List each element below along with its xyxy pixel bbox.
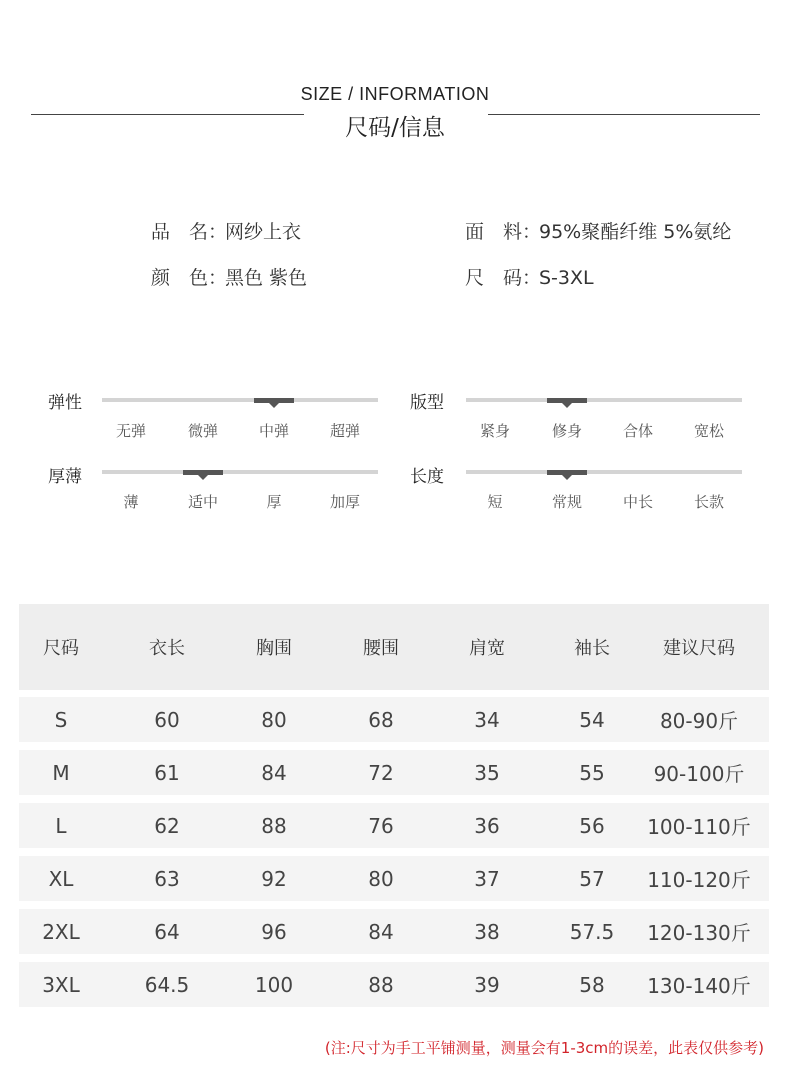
scale-option: 加厚	[329, 493, 360, 511]
scale-option: 合体	[622, 422, 653, 440]
table-cell: 80	[261, 707, 287, 732]
scale-option: 紧身	[479, 422, 510, 440]
scale-option: 微弹	[187, 422, 218, 440]
table-cell: 96	[261, 919, 287, 944]
table-cell: 2XL	[42, 919, 80, 944]
fabric-value: 95%聚酯纤维 5%氨纶	[539, 221, 732, 243]
table-cell: 80-90斤	[659, 709, 739, 733]
table-cell: M	[52, 760, 70, 785]
table-header-cell: 尺码	[43, 638, 79, 659]
product-name-value: 网纱上衣	[225, 221, 302, 243]
table-cell: 90-100斤	[653, 762, 745, 786]
scale-option: 常规	[551, 493, 582, 511]
table-row	[19, 909, 769, 954]
table-row	[19, 962, 769, 1007]
scale-option: 短	[487, 493, 503, 511]
table-cell: 100	[254, 972, 294, 997]
measurement-note: (注:尺寸为手工平铺测量，测量会有1-3cm的误差，此表仅供参考)	[324, 1039, 764, 1057]
table-cell: XL	[48, 866, 74, 891]
table-cell: 100-110斤	[647, 815, 751, 839]
table-cell: 88	[261, 813, 287, 838]
scale-option: 无弹	[115, 422, 146, 440]
table-cell: 62	[154, 813, 180, 838]
scale-option: 薄	[123, 493, 139, 511]
scale-track-fit	[466, 398, 742, 402]
product-name-key: 品 名：	[151, 221, 228, 243]
table-header-cell: 袖长	[574, 638, 610, 659]
table-cell: 39	[474, 972, 500, 997]
table-cell: 58	[579, 972, 605, 997]
table-row	[19, 750, 769, 795]
scale-label-thickness: 厚薄	[48, 467, 82, 487]
color-info	[151, 263, 307, 290]
table-cell: 76	[368, 813, 394, 838]
table-cell: 63	[154, 866, 180, 891]
scale-label-length: 长度	[410, 467, 444, 487]
scale-option: 修身	[551, 422, 582, 440]
table-cell: 36	[474, 813, 500, 838]
fabric-info	[465, 217, 731, 244]
table-cell: 54	[579, 707, 605, 732]
table-cell: 35	[474, 760, 500, 785]
table-header-cell: 腰围	[363, 638, 399, 659]
size-range-value: S-3XL	[539, 267, 594, 289]
table-cell: 55	[579, 760, 605, 785]
scale-track-elasticity	[102, 398, 378, 402]
scale-track-length	[466, 470, 742, 474]
table-cell: S	[54, 707, 68, 732]
section-title-cn: 尺码/信息	[345, 115, 445, 141]
table-cell: 60	[154, 707, 180, 732]
table-row	[19, 803, 769, 848]
table-header-cell: 肩宽	[469, 638, 505, 659]
table-cell: L	[55, 813, 67, 838]
table-header-cell: 衣长	[149, 638, 185, 659]
table-cell: 130-140斤	[647, 974, 751, 998]
table-cell: 57.5	[569, 919, 615, 944]
table-cell: 110-120斤	[647, 868, 751, 892]
scale-marker-fit	[547, 398, 587, 403]
table-cell: 84	[261, 760, 287, 785]
scale-marker-thickness	[183, 470, 223, 475]
table-cell: 72	[368, 760, 394, 785]
scale-option: 长款	[693, 493, 724, 511]
table-cell: 57	[579, 866, 605, 891]
product-name-info	[151, 217, 301, 244]
scale-marker-elasticity	[254, 398, 294, 403]
size-range-key: 尺 码：	[465, 267, 542, 289]
table-header-cell: 胸围	[256, 638, 292, 659]
table-row	[19, 697, 769, 742]
table-cell: 34	[474, 707, 500, 732]
color-key: 颜 色：	[151, 267, 228, 289]
scale-track-thickness	[102, 470, 378, 474]
table-cell: 3XL	[42, 972, 80, 997]
table-cell: 56	[579, 813, 605, 838]
size-range-info	[465, 263, 594, 290]
table-cell: 64.5	[144, 972, 190, 997]
scale-option: 中长	[622, 493, 653, 511]
table-cell: 64	[154, 919, 180, 944]
scale-label-elasticity: 弹性	[48, 393, 82, 413]
section-title-en: SIZE / INFORMATION	[300, 84, 490, 104]
table-cell: 68	[368, 707, 394, 732]
scale-label-fit: 版型	[410, 393, 444, 413]
scale-option: 超弹	[329, 422, 360, 440]
table-cell: 80	[368, 866, 394, 891]
table-cell: 61	[154, 760, 180, 785]
table-header-cell: 建议尺码	[663, 638, 735, 659]
table-header-row	[19, 604, 769, 690]
color-value: 黑色 紫色	[225, 267, 308, 289]
scale-marker-length	[547, 470, 587, 475]
scale-option: 适中	[187, 493, 218, 511]
table-cell: 38	[474, 919, 500, 944]
fabric-key: 面 料：	[465, 221, 542, 243]
table-row	[19, 856, 769, 901]
scale-option: 厚	[266, 493, 282, 511]
scale-option: 宽松	[693, 422, 724, 440]
table-cell: 120-130斤	[647, 921, 751, 945]
table-cell: 92	[261, 866, 287, 891]
scale-option: 中弹	[258, 422, 289, 440]
table-cell: 88	[368, 972, 394, 997]
table-cell: 37	[474, 866, 500, 891]
table-cell: 84	[368, 919, 394, 944]
